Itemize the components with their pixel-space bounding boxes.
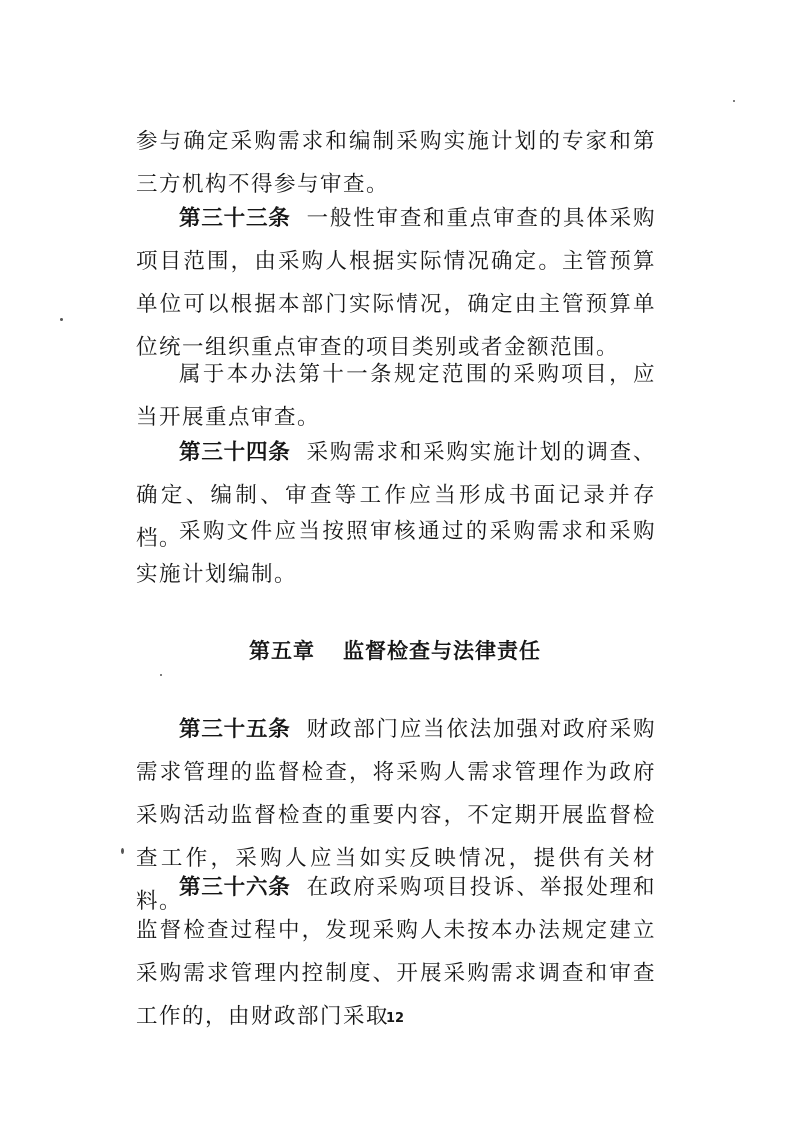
paragraph-key-review — [136, 353, 656, 439]
article-number: 第三十六条 — [179, 875, 291, 900]
paragraph-text: 采购文件应当按照审核通过的采购需求和采购实施计划编制。 — [136, 519, 656, 587]
article-number: 第三十五条 — [179, 717, 291, 742]
paragraph-procurement-docs — [136, 510, 656, 596]
paragraph-continuation — [136, 120, 656, 206]
article-number: 第三十三条 — [179, 206, 291, 231]
paragraph-text: 属于本办法第十一条规定范围的采购项目，应当开展重点审查。 — [136, 362, 656, 430]
paragraph-text: 在政府采购项目投诉、举报处理和监督检查过程中，发现采购人未按本办法规定建立采购需求管理内控制度、开展采购需求调查和审查工作的，由财政部门采取 — [136, 875, 656, 1029]
paragraph-text: 财政部门应当依法加强对政府采购需求管理的监督检查，将采购人需求管理作为政府采购活动监督检查的重要内容，不定期开展监督检查工作，采购人应当如实反映情况，提供有关材料。 — [136, 717, 656, 914]
paragraph-text: 参与确定采购需求和编制采购实施计划的专家和第三方机构不得参与审查。 — [136, 129, 656, 197]
article-33-paragraph — [136, 197, 656, 369]
scan-speck — [733, 100, 735, 102]
page-number: 12 — [385, 1011, 405, 1026]
chapter-title: 监督检查与法律责任 — [343, 639, 541, 663]
chapter-number: 第五章 — [249, 639, 315, 663]
scan-speck — [60, 318, 63, 321]
article-number: 第三十四条 — [179, 440, 291, 465]
paragraph-text: 采购需求和采购实施计划的调查、确定、编制、审查等工作应当形成书面记录并存档。 — [136, 440, 656, 551]
scan-speck — [160, 674, 162, 676]
scan-speck — [121, 848, 124, 854]
paragraph-text: 一般性审查和重点审查的具体采购项目范围，由采购人根据实际情况确定。主管预算单位可以根据本部门实际情况，确定由主管预算单位统一组织重点审查的项目类别或者金额范围。 — [136, 206, 656, 360]
chapter-heading — [0, 631, 790, 671]
